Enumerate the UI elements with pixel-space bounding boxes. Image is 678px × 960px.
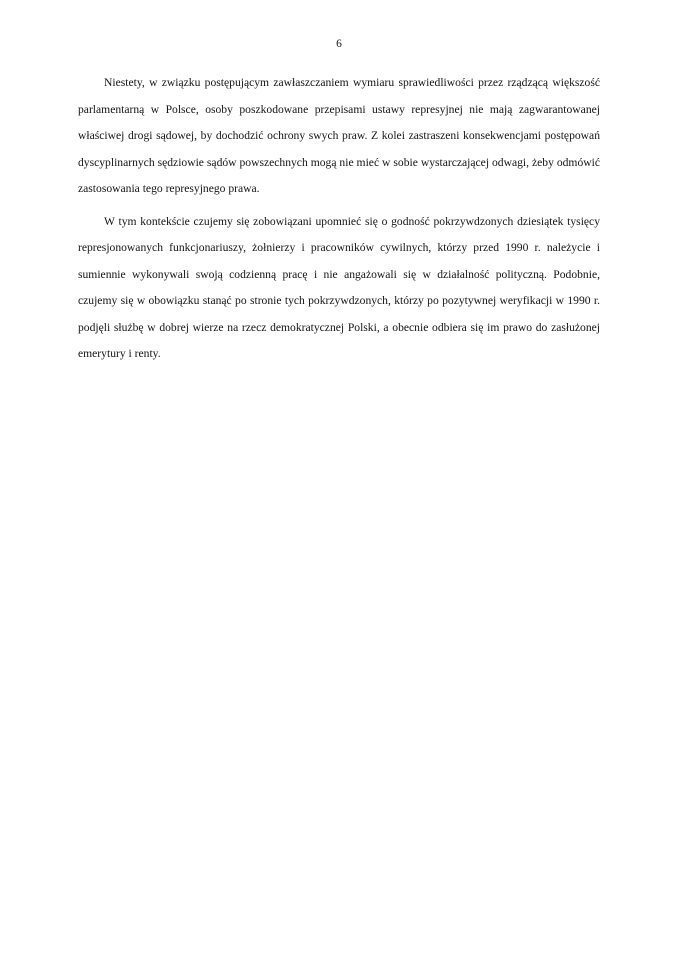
- paragraph: W tym kontekście czujemy się zobowiązani upomnieć się o godność pokrzywdzonych dziesiątek tysięcy represjonowanych funkcjonariuszy, żołnierzy i pracowników cywilnych, którzy przed 1990 r. należycie i sumiennie wykonywali swoją codzienną pracę i nie angażowali się w działalność polityczną. Podobnie, czujemy się w obowiązku stanąć po stronie tych pokrzywdzonych, którzy po pozytywnej weryfikacji w 1990 r. podjęli służbę w dobrej wierze na rzecz demokratycznej Polski, a obecnie odbiera się im prawo do zasłużonej emerytury i renty.: [78, 214, 600, 360]
- paragraph: Niestety, w związku postępującym zawłaszczaniem wymiaru sprawiedliwości przez rządzącą większość parlamentarną w Polsce, osoby poszkodowane przepisami ustawy represyjnej nie mają zagwarantowanej właściwej drogi sądowej, by dochodzić ochrony swych praw. Z kolei zastraszeni konsekwencjami postępowań dyscyplinarnych sędziowie sądów powszechnych mogą nie mieć w sobie wystarczającej odwagi, żeby odmówić zastosowania tego represyjnego prawa.: [78, 76, 600, 195]
- document-body: [78, 70, 600, 368]
- page-number: 6: [336, 38, 342, 50]
